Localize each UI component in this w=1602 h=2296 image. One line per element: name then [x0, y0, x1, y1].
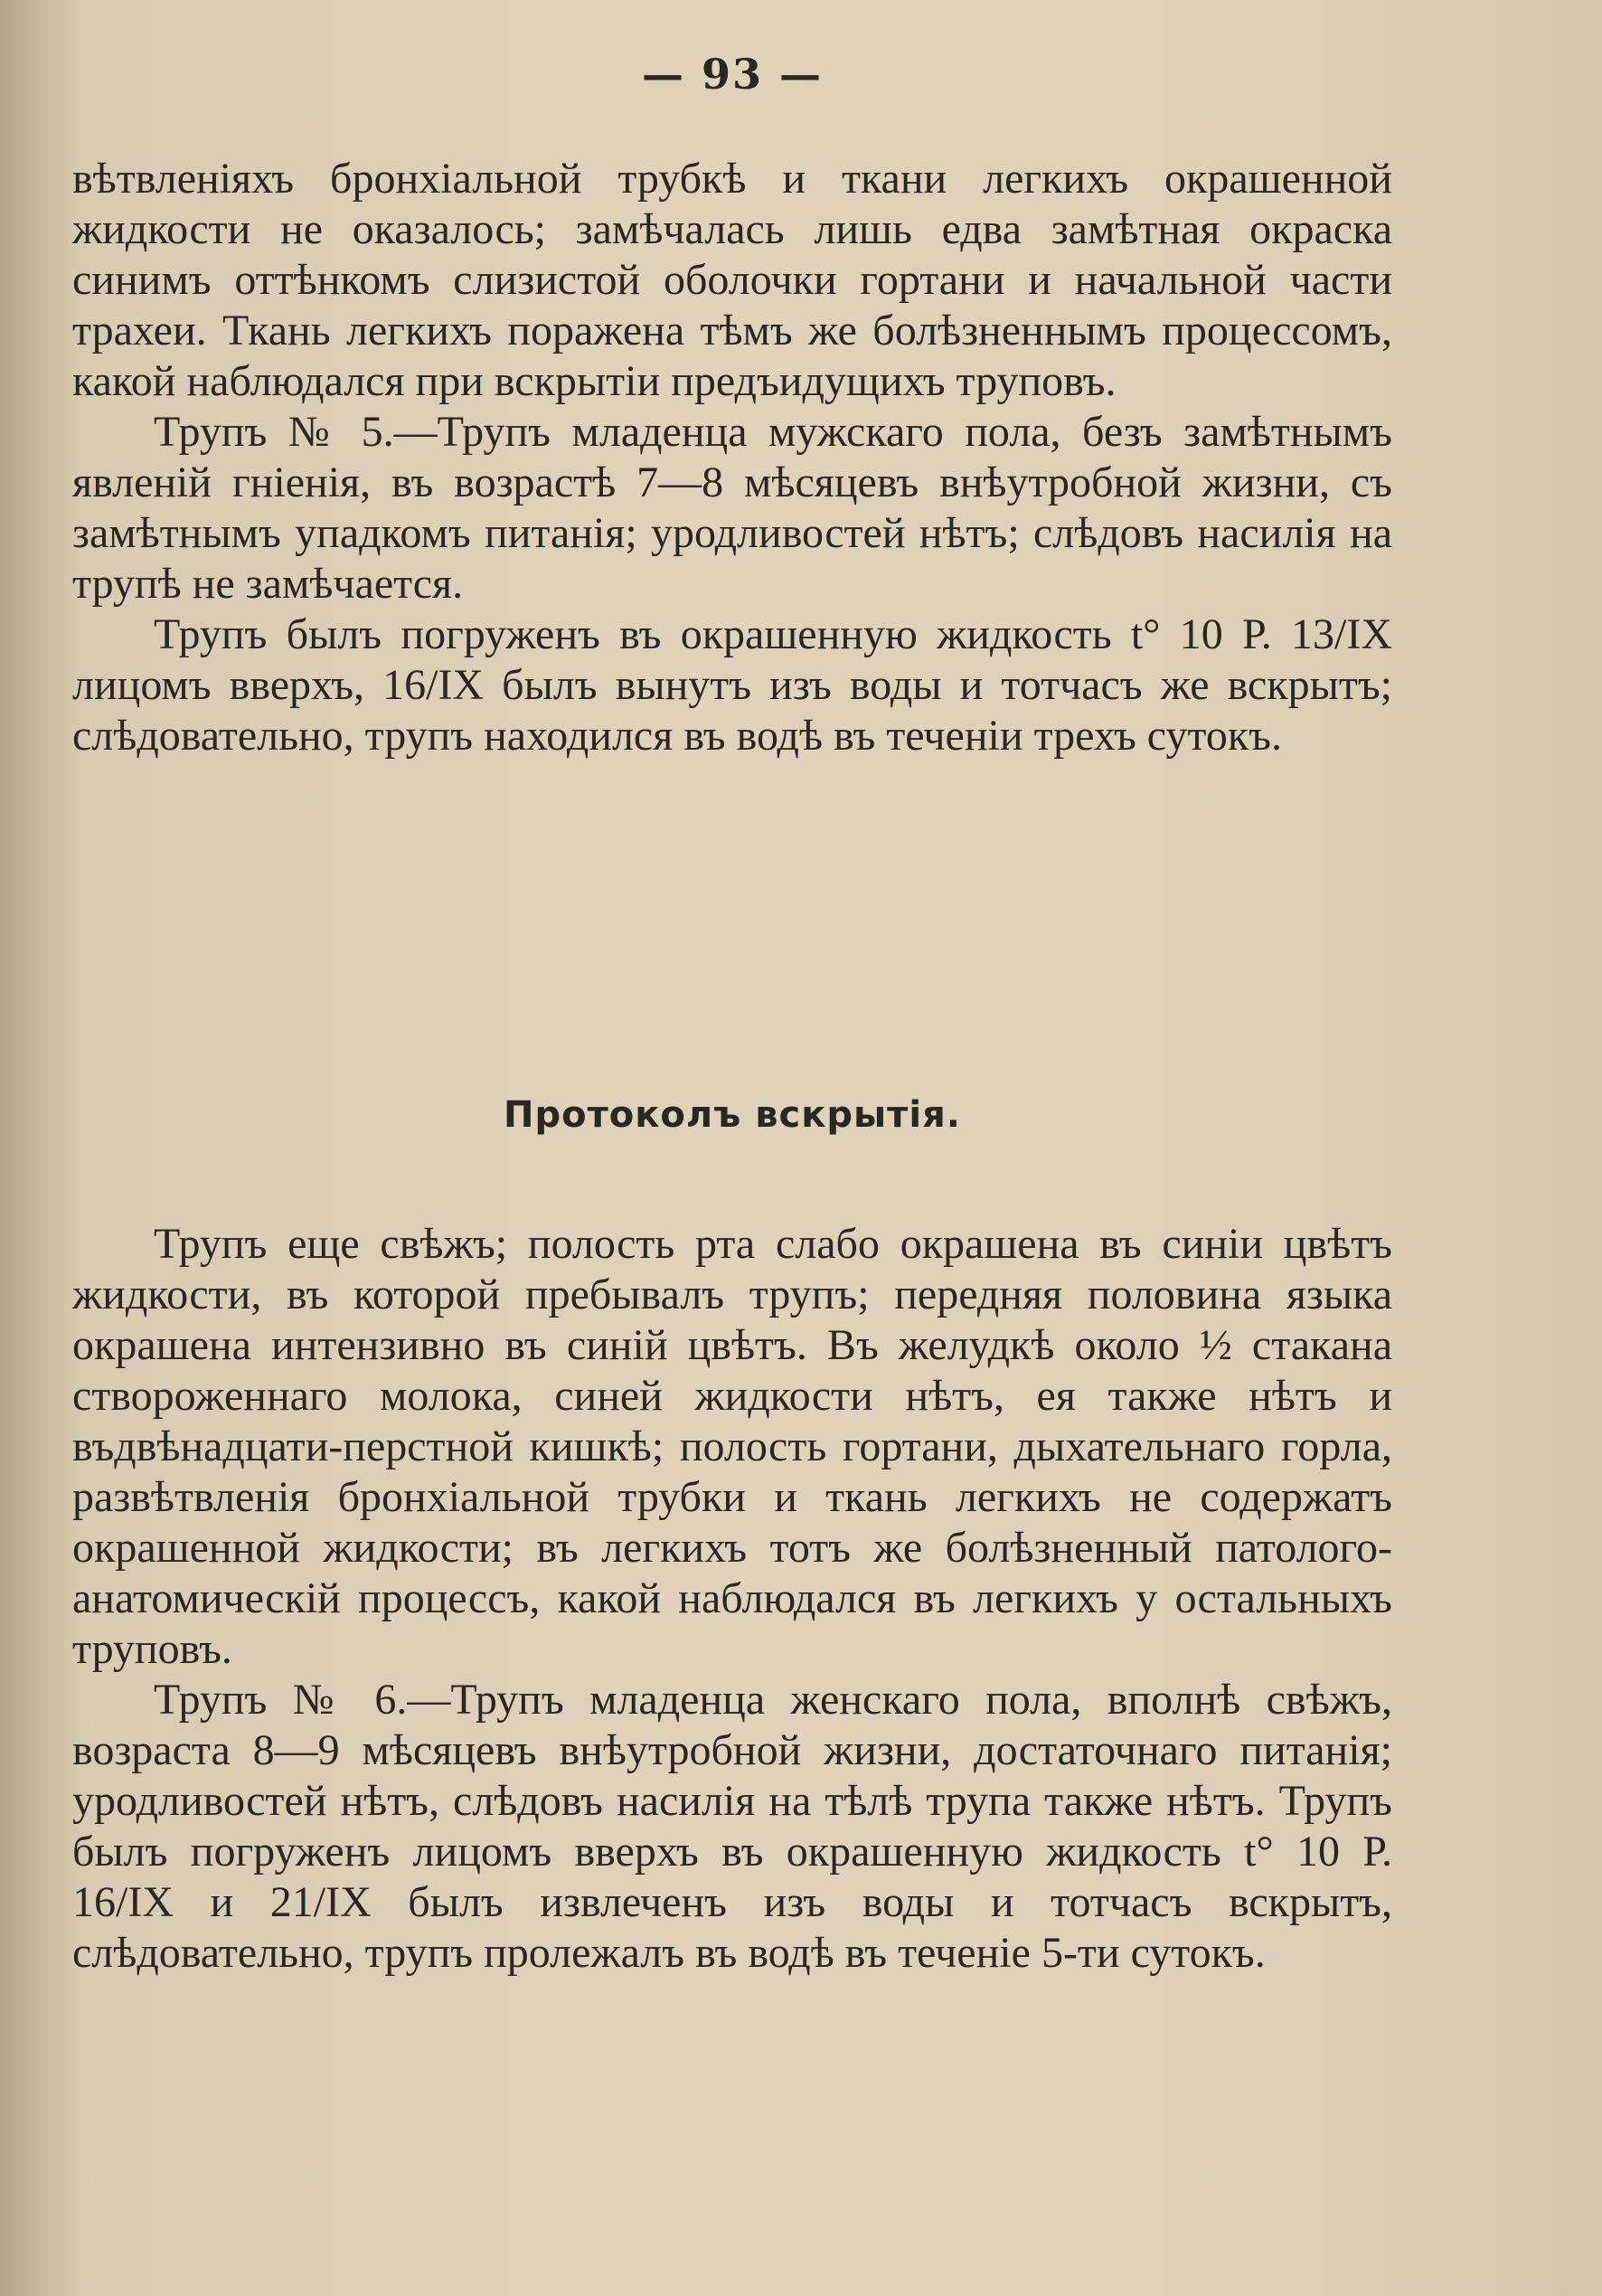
- page-number: — 93 —: [641, 50, 824, 99]
- paragraph: Трупъ еще свѣжъ; полость рта слабо окрашена въ синіи цвѣтъ жидкости, въ которой пребывалъ трупъ; передняя половина языка окрашена интензивно въ синій цвѣтъ. Въ желудкѣ около ½ стакана створоженнаго молока, синей жидкости нѣтъ, ея также нѣтъ и въдвѣнадцати-перстной кишкѣ; полость гортани, дыхательнаго горла, развѣтвленія бронхіальной трубки и ткань легкихъ не содержатъ окрашенной жидкости; въ легкихъ тотъ же болѣзненный патолого-анатомическій процессъ, какой наблюдался въ легкихъ у остальныхъ труповъ.: [72, 1220, 1392, 1673]
- paragraph: Трупъ былъ погруженъ въ окрашенную жидкость t° 10 Р. 13/IX лицомъ вверхъ, 16/IX былъ вынутъ изъ воды и тотчасъ же вскрытъ; слѣдовательно, трупъ находился въ водѣ въ теченіи трехъ сутокъ.: [72, 610, 1392, 760]
- section-heading: Протоколъ вскрытія.: [504, 1094, 961, 1136]
- paragraph: вѣтвленіяхъ бронхіальной трубкѣ и ткани легкихъ окрашенной жидкости не оказалось; замѣчалась лишь едва замѣтная окраска синимъ оттѣнкомъ слизистой оболочки гортани и начальной части трахеи. Ткань легкихъ поражена тѣмъ же болѣзненнымъ процессомъ, какой наблюдался при вскрытіи предъидущихъ труповъ.: [72, 155, 1392, 405]
- bottom-text-block: [72, 1219, 1392, 1979]
- book-spine-shadow: [0, 0, 72, 2296]
- paragraph: Трупъ № 6.—Трупъ младенца женскаго пола, вполнѣ свѣжъ, возраста 8—9 мѣсяцевъ внѣутробной жизни, достаточнаго питанія; уродливостей нѣтъ, слѣдовъ насилія на тѣлѣ трупа также нѣтъ. Трупъ былъ погруженъ лицомъ вверхъ въ окрашенную жидкость t° 10 Р. 16/IX и 21/IX былъ извлеченъ изъ воды и тотчасъ вскрытъ, слѣдовательно, трупъ пролежалъ въ водѣ въ теченіе 5-ти сутокъ.: [72, 1676, 1392, 1977]
- top-text-block: [72, 154, 1392, 761]
- paragraph: Трупъ № 5.—Трупъ младенца мужскаго пола, безъ замѣтнымъ явленій гніенія, въ возрастѣ 7—8 мѣсяцевъ внѣутробной жизни, съ замѣтнымъ упадкомъ питанія; уродливостей нѣтъ; слѣдовъ насилія на трупѣ не замѣчается.: [72, 408, 1392, 608]
- book-page: [72, 0, 1392, 2296]
